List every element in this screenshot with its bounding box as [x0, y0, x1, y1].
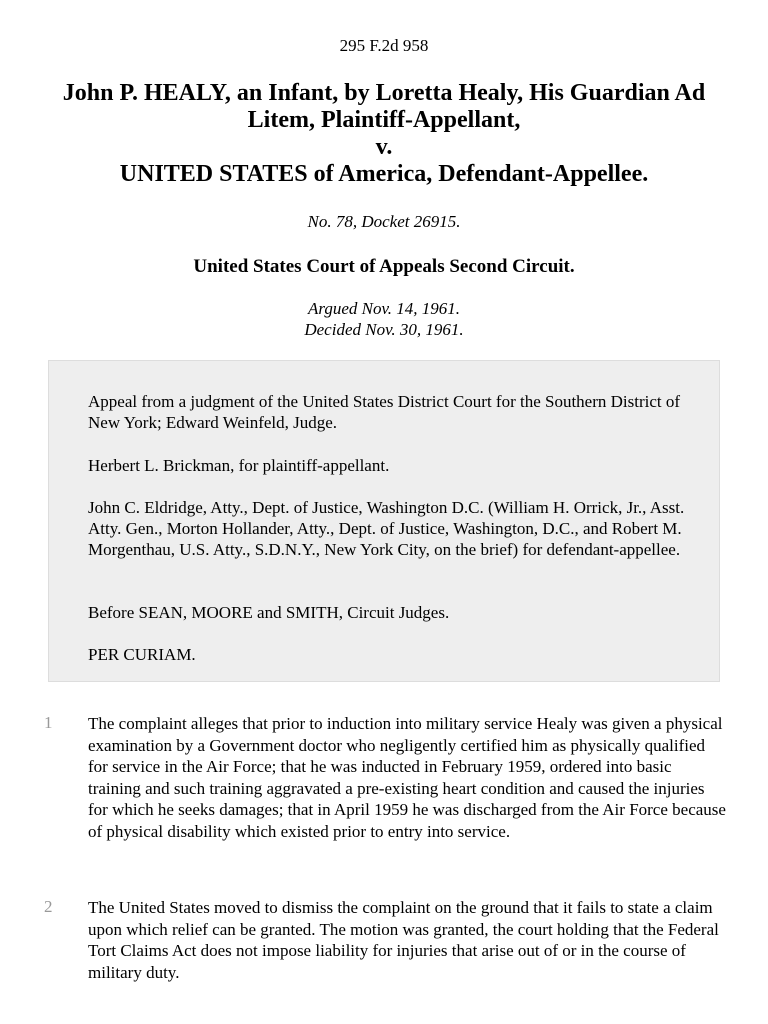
court-name: United States Court of Appeals Second Circuit.	[193, 256, 575, 277]
decided-date: Decided Nov. 30, 1961.	[304, 320, 464, 339]
case-summary-box	[48, 360, 720, 682]
per-curiam-label: PER CURIAM.	[88, 645, 196, 664]
paragraph-number: 2	[44, 897, 53, 916]
paragraph-text: The complaint alleges that prior to induction into military service Healy was given a physical examination by a Government doctor who negligently certified him as physically qualified for service in the Air Force; that he was inducted in February 1959, ordered into basic training and such training aggravated a pre-existing heart condition and caused the injuries for which he seeks damages; that in April 1959 he was discharged from the Air Force because of physical disability which existed prior to entry into service.	[88, 714, 726, 841]
case-dates	[0, 298, 768, 340]
paragraph-text: The United States moved to dismiss the complaint on the ground that it fails to state a claim upon which relief can be granted. The motion was granted, the court holding that the Federal Tort Claims Act does not impose liability for injuries that arise out of or in the course of military duty.	[88, 898, 719, 982]
case-title-line: John P. HEALY, an Infant, by Loretta Healy, His Guardian Ad	[62, 80, 706, 106]
appellee-counsel: John C. Eldridge, Atty., Dept. of Justice, Washington D.C. (William H. Orrick, Jr., Asst. Atty. Gen., Morton Hollander, Atty., Dept. of Justice, Washington, D.C., and Robert M. Morgenthau, U.S. Atty., S.D.N.Y., New York City, on the brief) for defendant-appellee.	[88, 498, 685, 559]
docket-number: No. 78, Docket 26915.	[307, 212, 461, 231]
paragraph-number: 1	[44, 713, 53, 732]
case-title-line: v.	[375, 134, 393, 160]
judges-panel: Before SEAN, MOORE and SMITH, Circuit Judges.	[88, 603, 450, 622]
case-citation: 295 F.2d 958	[339, 36, 429, 55]
appellant-counsel: Herbert L. Brickman, for plaintiff-appellant.	[88, 456, 390, 475]
argued-date: Argued Nov. 14, 1961.	[307, 299, 461, 318]
appeal-statement: Appeal from a judgment of the United States District Court for the Southern District of New York; Edward Weinfeld, Judge.	[88, 392, 681, 432]
case-title-line: Litem, Plaintiff-Appellant,	[247, 107, 521, 133]
case-title-line: UNITED STATES of America, Defendant-Appellee.	[119, 161, 649, 187]
case-title	[30, 80, 738, 188]
